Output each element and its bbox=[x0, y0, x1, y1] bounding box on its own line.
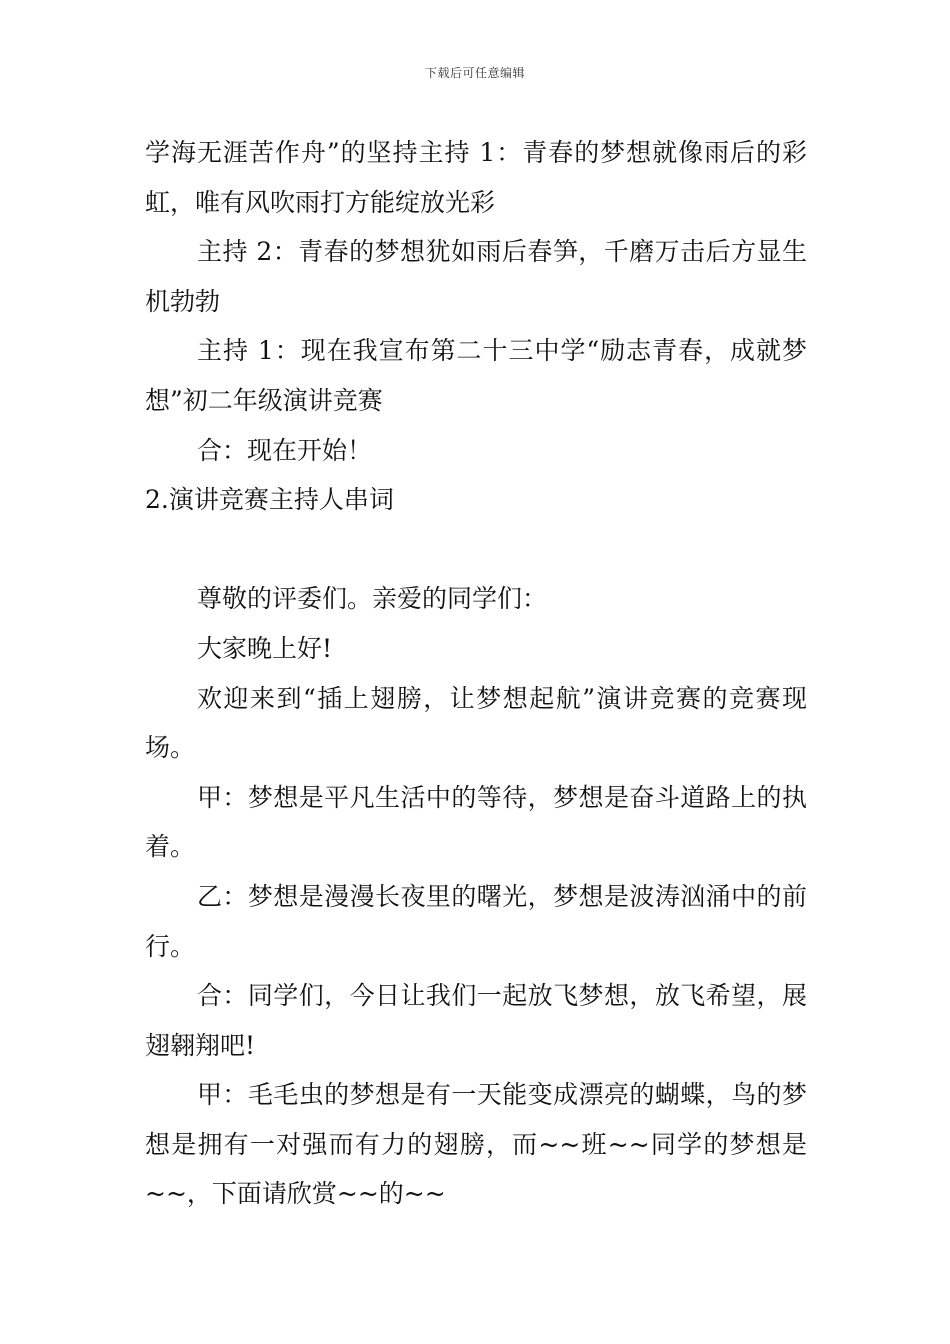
paragraph-3: 主持 1：现在我宣布第二十三中学“励志青春，成就梦想”初二年级演讲竞赛 bbox=[145, 336, 807, 415]
paragraph-welcome: 欢迎来到“插上翅膀，让梦想起航”演讲竞赛的竞赛现场。 bbox=[145, 683, 807, 763]
blank-line bbox=[145, 525, 807, 575]
paragraph-jia-1: 甲：梦想是平凡生活中的等待，梦想是奋斗道路上的执着。 bbox=[145, 782, 807, 862]
document-body bbox=[145, 128, 807, 1219]
paragraph-he: 合：同学们，今日让我们一起放飞梦想，放飞希望，展翅翱翔吧! bbox=[145, 981, 807, 1060]
paragraph-jia-2: 甲：毛毛虫的梦想是有一天能变成漂亮的蝴蝶，鸟的梦想是拥有一对强而有力的翅膀，而~~班~~同学的梦想是~~，下面请欣赏~~的~~ bbox=[145, 1080, 807, 1209]
paragraph-evening: 大家晚上好! bbox=[197, 633, 333, 663]
paragraph-yi-1: 乙：梦想是漫漫长夜里的曙光，梦想是波涛汹涌中的前行。 bbox=[145, 881, 807, 961]
paragraph-greeting: 尊敬的评委们。亲爱的同学们： bbox=[197, 584, 548, 614]
section-heading: 2.演讲竞赛主持人串词 bbox=[145, 485, 394, 515]
paragraph-2: 主持 2：青春的梦想犹如雨后春笋，千磨万击后方显生机勃勃 bbox=[145, 237, 807, 316]
page-header: 下载后可任意编辑 bbox=[424, 66, 525, 80]
paragraph-1: 学海无涯苦作舟”的坚持主持 1：青春的梦想就像雨后的彩虹，唯有风吹雨打方能绽放光彩 bbox=[145, 138, 807, 217]
paragraph-4: 合：现在开始！ bbox=[197, 435, 373, 465]
